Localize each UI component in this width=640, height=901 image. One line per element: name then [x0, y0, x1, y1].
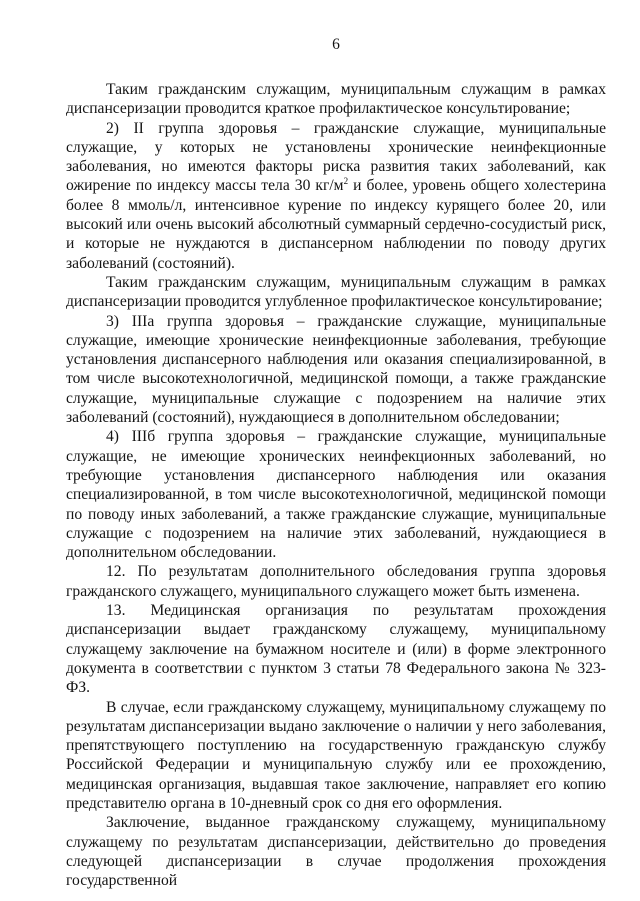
paragraph-group-2 [66, 119, 606, 273]
paragraph-item-13: 13. Медицинская организация по результатам прохождения диспансеризации выдает гражданскому служащему, муниципальному служащему заключение на бумажном носителе и (или) в форме электронного документа в соответствии с пунктом 3 статьи 78 Федерального закона № 323-ФЗ. [66, 602, 606, 697]
paragraph-item-12: 12. По результатам дополнительного обследования группа здоровья гражданского служащего, муниципального служащего может быть изменена. [66, 563, 606, 600]
paragraph-disease-conclusion: В случае, если гражданскому служащему, муниципальному служащему по результатам диспансеризации выдано заключение о наличии у него заболевания, препятствующего поступлению на государственную гражданскую службу Российской Федерации и муниципальную службу или ее прохождению, медицинская организация, выдавшая такое заключение, направляет его копию представителю органа в 10-дневный срок со дня его оформления. [66, 698, 606, 812]
paragraph-group-3a: 3) IIIа группа здоровья – гражданские служащие, муниципальные служащие, имеющие хронические неинфекционные заболевания, требующие установления диспансерного наблюдения или оказания специализированной, в том числе высокотехнологичной, медицинской помощи, а также гражданские служащие, муниципальные служащие с подозрением на наличие этих заболеваний (состояний), нуждающиеся в дополнительном обследовании; [66, 312, 606, 427]
paragraph-group-2-part-2: и более, уровень общего холестерина более 8 ммоль/л, интенсивное курение по индексу курящего более 20, или высокий или очень высокий абсолютный суммарный сердечно-сосудистый риск, и которые не нуждаются в диспансерном наблюдении по поводу других заболеваний (состояний). [66, 177, 607, 272]
paragraph-conclusion-validity: Заключение, выданное гражданскому служащему, муниципальному служащему по результатам диспансеризации, действительно до проведения следующей диспансеризации в случае продолжения прохождения государственной [66, 814, 606, 890]
superscript-squared: 2 [343, 176, 349, 187]
page-number: 6 [332, 36, 340, 53]
paragraph-group-2-part-1: 2) II группа здоровья – гражданские служащие, муниципальные служащие, у которых не установлены хронические неинфекционные заболевания, но имеются факторы риска развития таких заболеваний, как ожирение по индексу массы тела 30 кг/м [66, 119, 606, 195]
paragraph-deep-counseling: Таким гражданским служащим, муниципальным служащим в рамках диспансеризации проводится углубленное профилактическое консультирование; [66, 273, 606, 311]
paragraph-brief-counseling: Таким гражданским служащим, муниципальным служащим в рамках диспансеризации проводится краткое профилактическое консультирование; [66, 81, 606, 118]
paragraph-group-3b: 4) IIIб группа здоровья – гражданские служащие, муниципальные служащие, не имеющие хронических неинфекционных заболеваний, но требующие установления диспансерного наблюдения или оказания специализированной, в том числе высокотехнологичной, медицинской помощи по поводу иных заболеваний, а также гражданские служащие, муниципальные служащие с подозрением на наличие этих заболеваний, нуждающиеся в дополнительном обследовании. [66, 428, 606, 562]
